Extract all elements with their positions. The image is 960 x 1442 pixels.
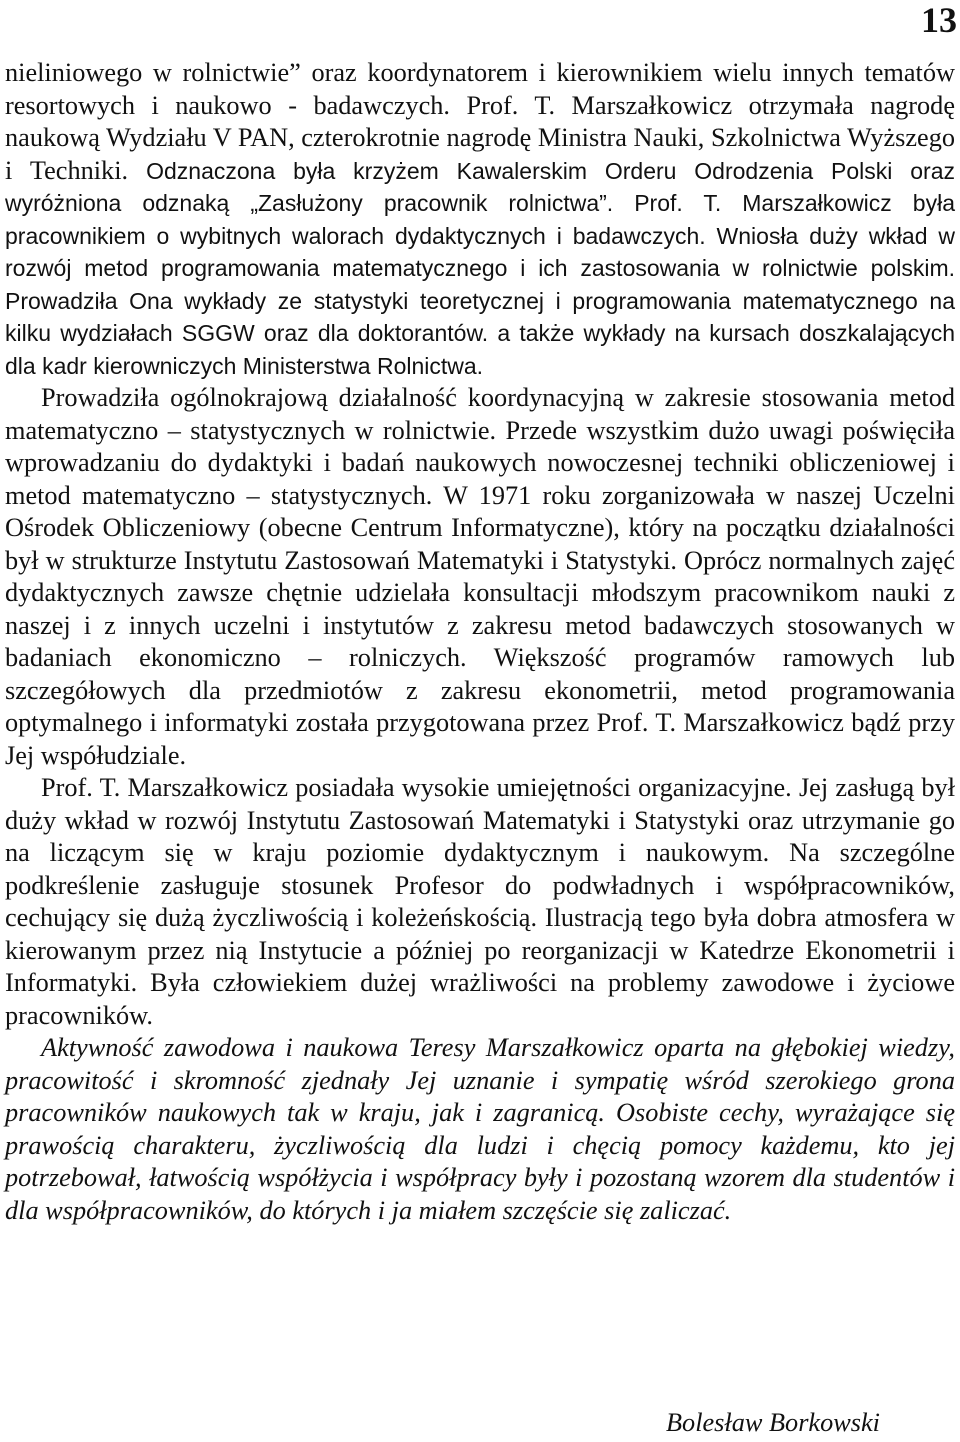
body-text (5, 57, 955, 1227)
paragraph-2: Prowadziła ogólnokrajową działalność koordynacyjną w zakresie stosowania metod matematyczno – statystycznych w rolnictwie. Przede wszystkim dużo uwagi poświęciła wprowadzaniu do dydaktyki i badań naukowych nowoczesnej techniki obliczeniowej i metod matematyczno – statystycznych. W 1971 roku zorganizowała w naszej Uczelni Ośrodek Obliczeniowy (obecne Centrum Informatyczne), który na początku działalności był w strukturze Instytutu Zastosowań Matematyki i Statystyki. Oprócz normalnych zajęć dydaktycznych zawsze chętnie udzielała konsultacji młodszym pracownikom nauki z naszej i z innych uczelni i instytutów z zakresu metod badawczych stosowanych w badaniach ekonomiczno – rolniczych. Większość programów ramowych lub szczegółowych dla przedmiotów z zakresu ekonometrii, metod programowania optymalnego i informatyki została przygotowana przez Prof. T. Marszałkowicz bądź przy Jej współudziale. (5, 383, 955, 770)
page-number: 13 (921, 0, 957, 40)
paragraph-1-part-b-sans: Odznaczona była krzyżem Kawalerskim Orderu Odrodzenia Polski oraz wyróżniona odznaką „Zasłużony pracownik rolnictwa”. Prof. T. Marszałkowicz była pracownikiem o wybitnych walorach dydaktycznych i badawczych. Wniosła duży wkład w rozwój metod programowania matematycznego i ich zastosowania w rolnictwie polskim. Prowadziła Ona wykłady ze statystyki teoretycznej i programowania matematycznego na kilku wydziałach SGGW oraz dla doktorantów. a także wykłady na kursach doszkalających dla kadr kierowniczych Ministerstwa Rolnictwa. (5, 157, 956, 379)
paragraph-1 (5, 57, 955, 382)
paragraph-3: Prof. T. Marszałkowicz posiadała wysokie umiejętności organizacyjne. Jej zasługą był duży wkład w rozwój Instytutu Zastosowań Matematyki i Statystyki oraz utrzymanie go na liczącym się w kraju poziomie dydaktycznym i naukowym. Na szczególne podkreślenie zasługuje stosunek Profesor do podwładnych i współpracowników, cechujący się dużą życzliwością i koleżeńskością. Ilustracją tego była dobra atmosfera w kierowanym przez nią Instytucie a później po reorganizacji w Katedrze Ekonometrii i Informatyki. Była człowiekiem dużej wrażliwości na problemy zawodowe i życiowe pracowników. (5, 773, 955, 1030)
paragraph-1-part-a: nieliniowego w rolnictwie” oraz koordynatorem i kierownikiem wielu innych tematów resortowych i naukowo - badawczych. Prof. T. Marszałkowicz otrzymała nagrodę naukową Wydziału V PAN, czterokrotnie nagrodę Ministra Nauki, Szkolnictwa Wyższego i Techniki. (5, 58, 955, 185)
author-signature: Bolesław Borkowski (665, 1408, 880, 1437)
paragraph-4-italic: Aktywność zawodowa i naukowa Teresy Marszałkowicz oparta na głębokiej wiedzy, pracowitość i skromność zjednały Jej uznanie i sympatię wśród szerokiego grona pracowników naukowych tak w kraju, jak i zagranicą. Osobiste cechy, wyrażające się prawością charakteru, życzliwością dla ludzi i chęcią pomocy każdemu, kto jej potrzebował, łatwością współżycia i współpracy były i pozostaną wzorem dla studentów i dla współpracowników, do których i ja miałem szczęście się zaliczać. (5, 1033, 955, 1225)
